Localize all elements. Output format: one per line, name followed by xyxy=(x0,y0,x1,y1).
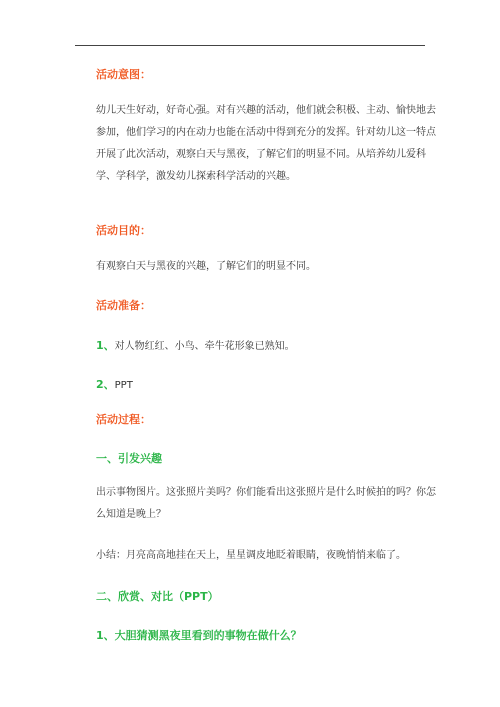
section-heading-process: 活动过程： xyxy=(96,413,151,426)
prep-item-number: 1、 xyxy=(96,339,115,352)
top-divider xyxy=(75,45,425,46)
process-part1-paragraph: 出示事物图片。这张照片美吗？你们能看出这张照片是什么时候拍的吗？你怎么知道是晚上？ xyxy=(96,487,436,520)
prep-item-text: 对人物红红、小鸟、牵牛花形象已熟知。 xyxy=(114,341,295,352)
prep-item xyxy=(96,334,440,353)
section-heading-intent: 活动意图： xyxy=(96,68,151,81)
goal-paragraph: 有观察白天与黑夜的兴趣，了解它们的明显不同。 xyxy=(96,261,316,272)
process-part1-summary: 小结：月亮高高地挂在天上，星星调皮地眨着眼睛，夜晚悄悄来临了。 xyxy=(96,550,406,561)
prep-item xyxy=(96,373,440,392)
process-part2-heading: 二、欣赏、对比（PPT） xyxy=(96,590,219,603)
prep-item-text: PPT xyxy=(114,380,133,391)
prep-item-number: 2、 xyxy=(96,378,115,391)
section-heading-goal: 活动目的： xyxy=(96,224,151,237)
intent-paragraph: 幼儿天生好动，好奇心强。对有兴趣的活动，他们就会积极、主动、愉快地去参加，他们学习的内在动力也能在活动中得到充分的发挥。针对幼儿这一特点开展了此次活动，观察白天与黑夜，了解它们的明显不同。从培养幼儿爱科学、学科学，激发幼儿探索科学活动的兴趣。 xyxy=(96,105,436,182)
process-part2-sub1: 1、大胆猜测黑夜里看到的事物在做什么？ xyxy=(96,629,302,642)
process-part1-heading: 一、引发兴趣 xyxy=(96,452,162,465)
section-heading-prep: 活动准备： xyxy=(96,299,151,312)
